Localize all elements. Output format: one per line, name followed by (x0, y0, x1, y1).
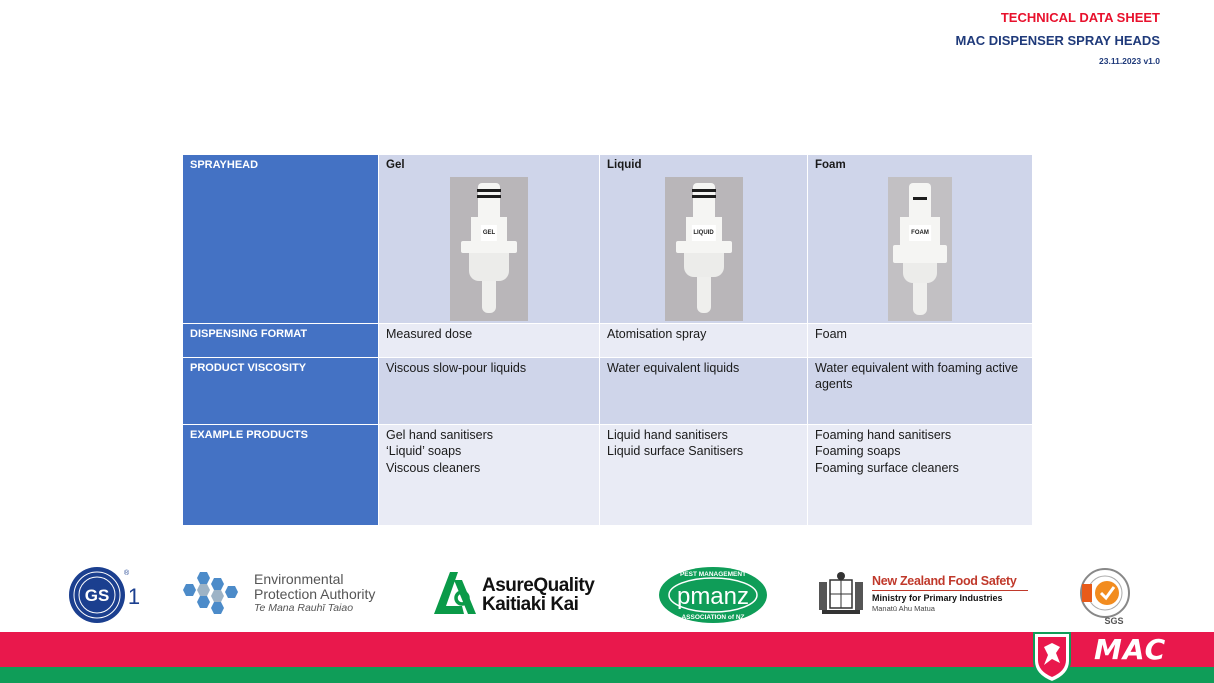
list-item: Viscous cleaners (386, 460, 481, 475)
epa-name-line2: Protection Authority (254, 586, 376, 602)
svg-text:1: 1 (127, 584, 141, 609)
nzfs-ministry: Ministry for Primary Industries (872, 593, 1003, 603)
table-cell (808, 424, 1033, 525)
spray-head-spec-table (182, 154, 1033, 526)
epa-logo (180, 570, 392, 620)
asurequality-maori-name: Kaitiaki Kai (482, 594, 579, 615)
row-header: SPRAYHEAD (183, 155, 379, 324)
gs1-logo (68, 565, 144, 625)
document-header (956, 10, 1160, 67)
row-header: PRODUCT VISCOSITY (183, 357, 379, 424)
list-item: Foaming hand sanitisers (815, 427, 952, 442)
epa-name-line1: Environmental (254, 571, 344, 587)
list-item: ‘Liquid’ soaps (386, 444, 462, 458)
part-label: LIQUID (691, 225, 715, 242)
nzfs-name: New Zealand Food Safety (872, 574, 1017, 588)
table-row (183, 155, 1033, 324)
pmanz-middle-text: pmanz (676, 583, 750, 610)
mac-shield-icon (1032, 631, 1072, 683)
asurequality-icon (432, 570, 480, 616)
nzfs-maori-name: Manatū Ahu Matua (872, 604, 935, 613)
table-row (183, 323, 1033, 357)
asurequality-name: AsureQuality (482, 575, 595, 596)
nz-food-safety-logo (816, 570, 1028, 620)
pmanz-logo (658, 566, 768, 624)
foam-spray-head-photo (888, 177, 952, 321)
pmanz-top-text: PEST MANAGEMENT (679, 571, 747, 578)
list-item: Foaming soaps (815, 444, 901, 458)
table-row (183, 424, 1033, 525)
liquid-spray-head-photo (665, 177, 743, 321)
table-cell: Measured dose (379, 323, 600, 357)
gel-spray-head-photo (450, 177, 528, 321)
list-item: Gel hand sanitisers (386, 427, 494, 442)
sgs-text: SGS (1104, 616, 1124, 626)
doc-version: 23.11.2023 v1.0 (1099, 56, 1160, 66)
table-cell (379, 424, 600, 525)
gs1-reg-mark: ® (124, 570, 130, 577)
part-label: FOAM (909, 225, 931, 242)
asurequality-logo (432, 570, 604, 620)
doc-type-label: TECHNICAL DATA SHEET (1000, 10, 1160, 25)
column-name: Gel (386, 159, 405, 171)
pmanz-bottom-text: ASSOCIATION of NZ (681, 614, 745, 621)
pmanz-icon (658, 566, 768, 624)
list-item: Liquid hand sanitisers (607, 427, 728, 442)
table-cell: Water equivalent liquids (600, 357, 808, 424)
table-row (183, 357, 1033, 424)
part-label: GEL (481, 225, 497, 242)
epa-hexagon-icon (180, 570, 244, 620)
column-foam (808, 155, 1033, 324)
list-item: Liquid surface Sanitisers (607, 444, 744, 458)
column-name: Foam (815, 159, 846, 171)
mac-brand-text: MAC (1094, 633, 1167, 666)
sgs-logo (1076, 566, 1138, 626)
certification-logos (0, 560, 1214, 630)
row-header: EXAMPLE PRODUCTS (183, 424, 379, 525)
row-header: DISPENSING FORMAT (183, 323, 379, 357)
list-item: Foaming surface cleaners (815, 460, 959, 475)
nz-coat-of-arms-icon (816, 570, 866, 616)
table-cell: Viscous slow-pour liquids (379, 357, 600, 424)
table-cell (600, 424, 808, 525)
table-cell: Atomisation spray (600, 323, 808, 357)
table-cell: Water equivalent with foaming active agents (808, 357, 1033, 424)
column-liquid (600, 155, 808, 324)
gs1-icon (68, 565, 144, 625)
column-name: Liquid (607, 159, 642, 171)
table-cell: Foam (808, 323, 1033, 357)
svg-text:GS: GS (84, 586, 110, 605)
epa-maori-name: Te Mana Rauhī Taiao (254, 602, 354, 614)
sgs-certification-icon (1076, 566, 1138, 626)
doc-title: MAC DISPENSER SPRAY HEADS (955, 33, 1160, 48)
column-gel (379, 155, 600, 324)
